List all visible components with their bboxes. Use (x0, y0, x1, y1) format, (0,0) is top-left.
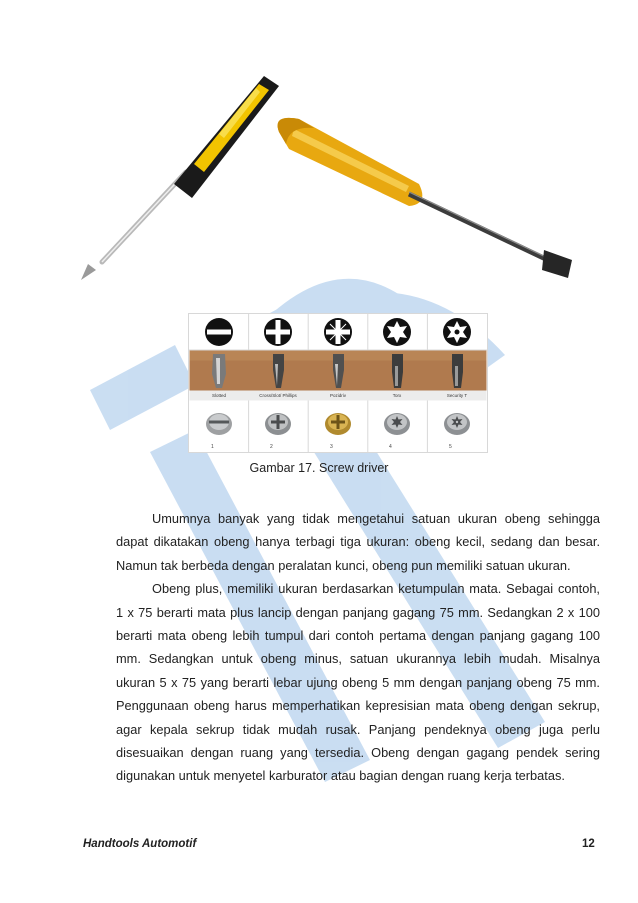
tip-label-5: Security T (446, 393, 468, 398)
torx-screw-image (384, 413, 410, 435)
screwdriver-photo (74, 74, 578, 282)
tip-number-5: 5 (449, 444, 452, 450)
phillips-screwdriver-image (81, 76, 279, 280)
phillips-screw-image (265, 413, 291, 435)
flat-screwdriver-image (278, 118, 572, 278)
torx-symbol-icon (383, 318, 411, 346)
torx-bit-image (392, 354, 403, 388)
phillips-symbol-icon (264, 318, 292, 346)
security-torx-screw-image (444, 413, 470, 435)
screwdriver-tip-chart (188, 313, 488, 453)
paragraph-1: Umumnya banyak yang tidak mengetahui satuan ukuran obeng sehingga dapat dikatakan obeng hanya terbagi tiga ukuran: obeng kecil, sedang dan besar. Namun tak berbeda dengan peralatan kunci, obeng pun memiliki satuan ukuran. (116, 511, 600, 573)
tip-number-2: 2 (270, 444, 273, 450)
tip-number-1: 1 (211, 444, 214, 450)
page-number: 12 (582, 838, 595, 850)
pozidriv-screw-image (325, 413, 351, 435)
tip-label-1: Slotted (211, 393, 227, 398)
tip-number-3: 3 (330, 444, 333, 450)
slotted-screw-image (206, 413, 232, 435)
security-torx-symbol-icon (443, 318, 471, 346)
slotted-symbol-icon (205, 318, 233, 346)
tip-label-2: Cross/Slot/ Phillips (259, 393, 297, 398)
pozidriv-symbol-icon (324, 318, 352, 346)
paragraph-2: Obeng plus, memiliki ukuran berdasarkan ketumpulan mata. Sebagai contoh, 1 x 75 berarti mata plus lancip dengan panjang gagang 75 mm. Sedangkan 2 x 100 berarti mata obeng lebih tumpul dari contoh pertama dengan panjang gagang 100 mm. Sedangkan untuk obeng minus, satuan ukurannya lebih mudah. Misalnya ukuran 5 x 75 yang berarti lebar ujung obeng 5 mm dengan panjang obeng 75 mm. Penggunaan obeng harus memperhatikan kepresisian mata obeng dengan sekrup, agar kepala sekrup tidak mudah rusak. Panjang pendeknya obeng juga perlu disesuaikan dengan ruang yang tersedia. Obeng dengan gagang pendek sering digunakan untuk menyetel karburator atau bagian dengan ruang kerja terbatas. (116, 581, 600, 784)
tip-label-4: Torx (392, 393, 402, 398)
tip-number-4: 4 (389, 444, 392, 450)
security-torx-bit-image (452, 354, 463, 388)
figure-caption: Gambar 17. Screw driver (249, 461, 389, 475)
footer-title: Handtools Automotif (83, 838, 197, 850)
tip-label-3: Pozidriv (329, 393, 347, 398)
body-text (116, 507, 600, 788)
